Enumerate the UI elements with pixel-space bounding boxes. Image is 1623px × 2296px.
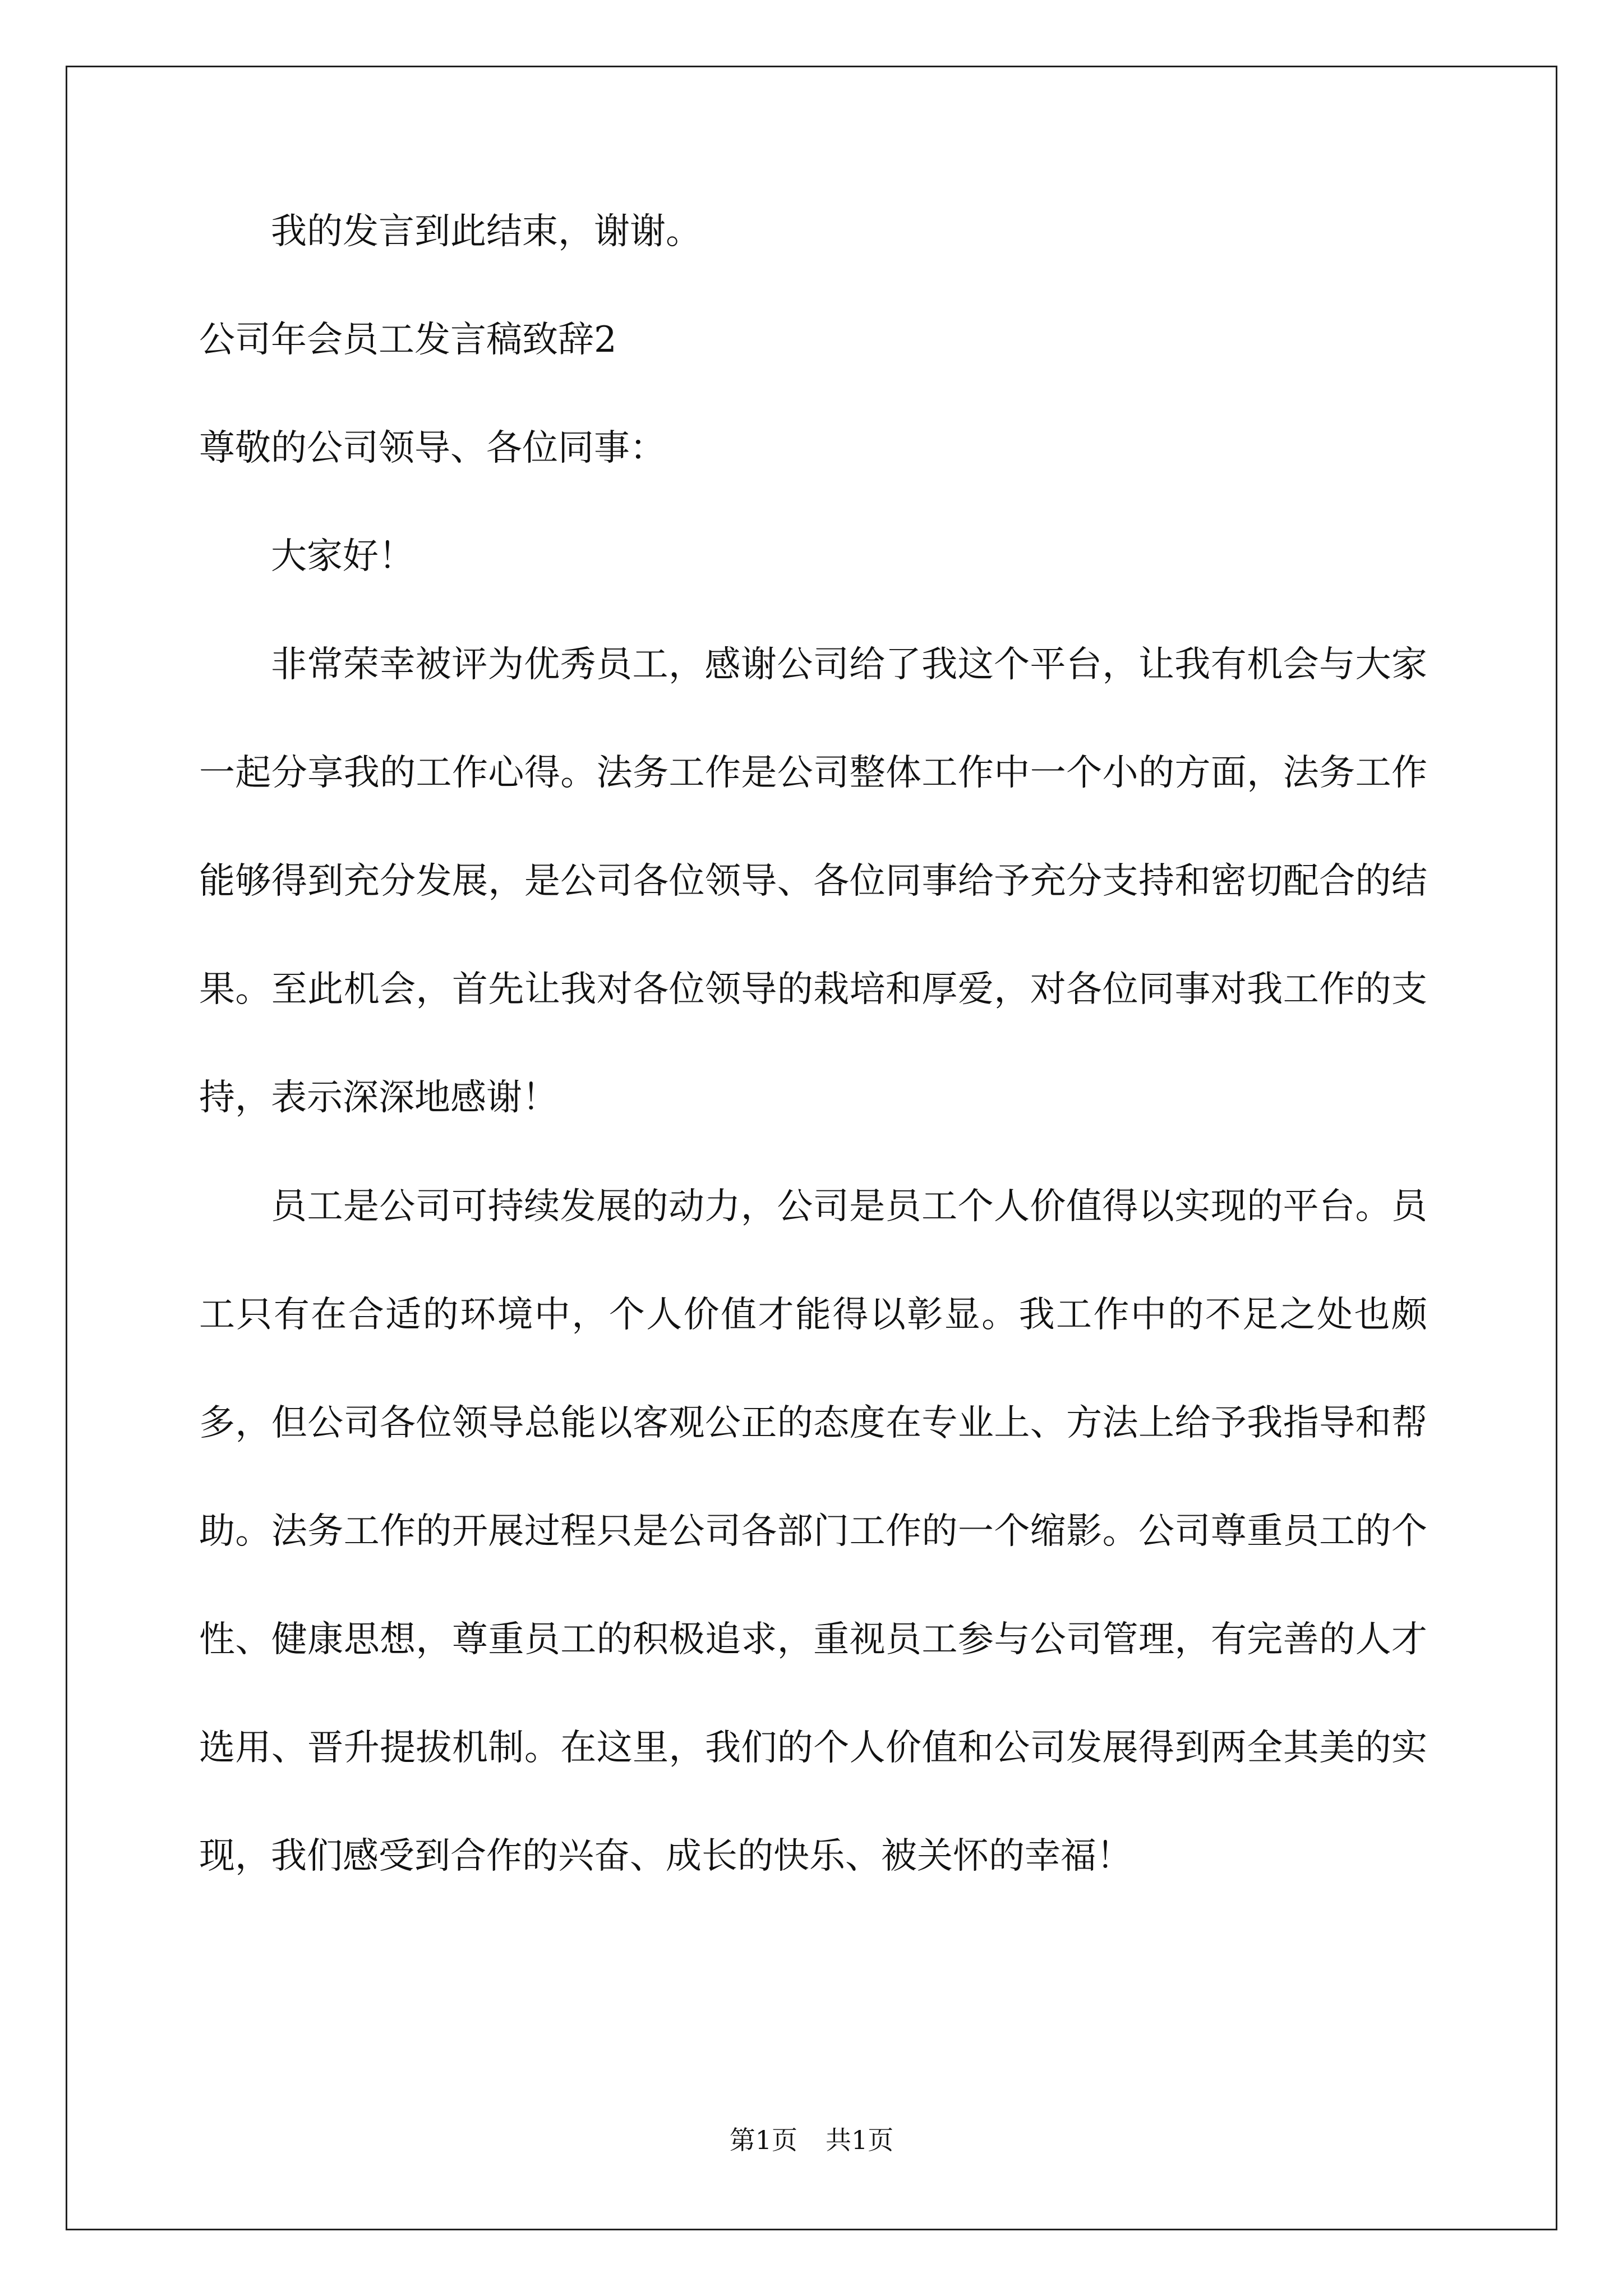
salutation: 尊敬的公司领导、各位同事： [199, 427, 666, 469]
section-title: 公司年会员工发言稿致辞2 [199, 319, 617, 361]
page-footer [0, 2123, 1623, 2157]
paragraph-1: 非常荣幸被评为优秀员工，感谢公司给了我这个平台，让我有机会与大家一起分享我的工作心得。法务工作是公司整体工作中一个小的方面，法务工作能够得到充分发展，是公司各位领导、各位同事给予充分支持和密切配合的结果。至此机会，首先让我对各位领导的栽培和厚爱，对各位同事对我工作的支持，表示深深地感谢！ [199, 644, 1427, 1119]
paragraph-2: 员工是公司可持续发展的动力，公司是员工个人价值得以实现的平台。员工只有在合适的环境中，个人价值才能得以彰显。我工作中的不足之处也颇多，但公司各位领导总能以客观公正的态度在专业上、方法上给予我指导和帮助。法务工作的开展过程只是公司各部门工作的一个缩影。公司尊重员工的个性、健康思想，尊重员工的积极追求，重视员工参与公司管理，有完善的人才选用、晋升提拔机制。在这里，我们的个人价值和公司发展得到两全其美的实现，我们感受到合作的兴奋、成长的快乐、被关怀的幸福！ [199, 1186, 1427, 1877]
document-body [199, 208, 1427, 1941]
closing-line: 我的发言到此结束，谢谢。 [271, 211, 702, 252]
page-number: 第1页 [729, 2125, 797, 2155]
page-count: 共1页 [826, 2125, 894, 2155]
greeting: 大家好！ [271, 536, 414, 577]
